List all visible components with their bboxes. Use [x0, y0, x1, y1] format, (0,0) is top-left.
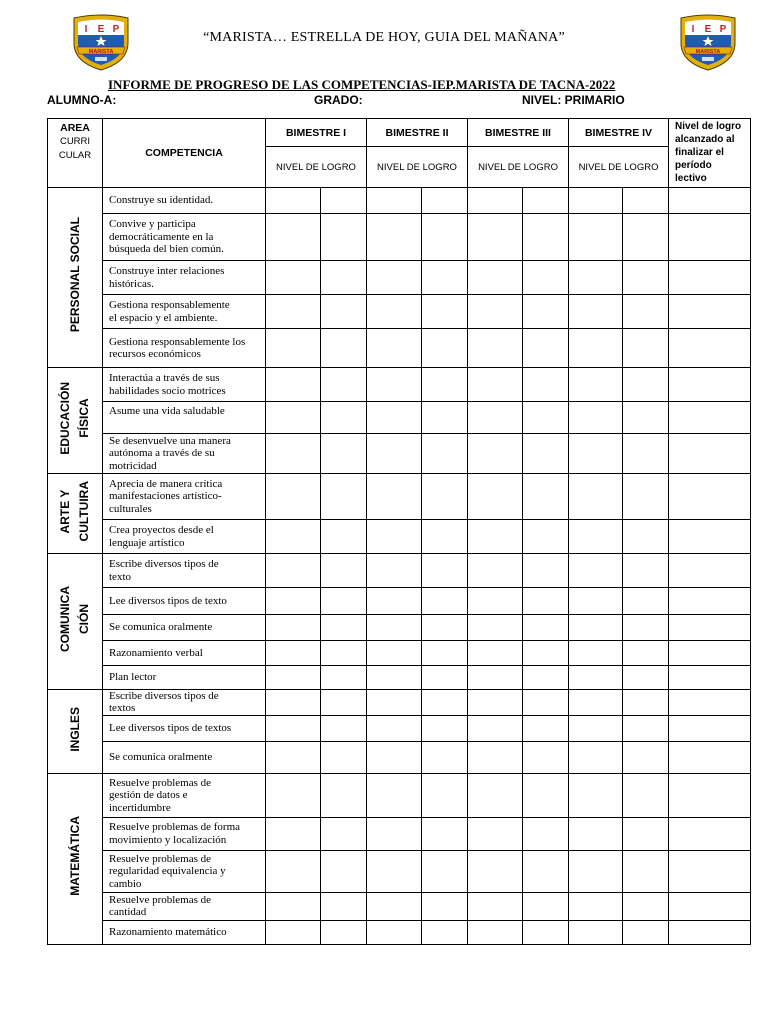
bimestre-3-grade-cell — [523, 329, 569, 368]
bimestre-1-grade-cell — [266, 214, 321, 261]
bimestre-1-grade-cell — [266, 715, 321, 741]
bimestre-1-grade-cell — [266, 615, 321, 641]
bimestre-3-grade-cell — [468, 892, 523, 920]
bimestre-3-grade-cell — [468, 690, 523, 716]
bimestre-2-grade-cell — [422, 329, 468, 368]
crest-banner-text: MARISTA — [88, 48, 114, 55]
competency-cell: Resuelve problemas de regularidad equivalencia y cambio — [103, 850, 266, 892]
crest-bottom-plate — [702, 57, 714, 61]
competency-cell: Resuelve problemas de cantidad — [103, 892, 266, 920]
bimestre-4-grade-cell — [569, 615, 623, 641]
bimestre-4-grade-cell — [569, 817, 623, 850]
bimestre-1-grade-cell — [266, 892, 321, 920]
bimestre-4-grade-cell — [623, 892, 669, 920]
bimestre-1-grade-cell — [266, 554, 321, 588]
bimestre-1-grade-cell — [321, 261, 367, 295]
bimestre-1-grade-cell — [321, 773, 367, 817]
bimestre-2-grade-cell — [367, 741, 422, 773]
bimestre-2-grade-cell — [422, 850, 468, 892]
bimestre-4-grade-cell — [569, 434, 623, 474]
competency-cell: Crea proyectos desde el lenguaje artístico — [103, 520, 266, 554]
nivel-label: NIVEL: PRIMARIO — [522, 93, 625, 107]
bimestre-4-grade-cell — [569, 188, 623, 214]
bimestre-2-grade-cell — [422, 554, 468, 588]
bimestre-3-grade-cell — [523, 817, 569, 850]
area-column-header — [48, 119, 103, 188]
bimestre-1-grade-cell — [266, 368, 321, 402]
competency-row — [48, 261, 751, 295]
bimestre-1-grade-cell — [321, 474, 367, 520]
final-level-cell — [669, 850, 751, 892]
bimestre-3-grade-cell — [468, 474, 523, 520]
bimestre-4-grade-cell — [569, 715, 623, 741]
competency-cell: Gestiona responsablemente los recursos económicos — [103, 329, 266, 368]
bimestre-4-grade-cell — [623, 474, 669, 520]
bimestre-3-grade-cell — [523, 474, 569, 520]
bimestre-3-grade-cell — [523, 295, 569, 329]
competency-cell: Construye inter relaciones históricas. — [103, 261, 266, 295]
bimestre-3-grade-cell — [523, 615, 569, 641]
bimestre-2-grade-cell — [367, 615, 422, 641]
bimestre-3-grade-cell — [523, 773, 569, 817]
area-cell — [48, 773, 103, 944]
bimestre-4-grade-cell — [623, 850, 669, 892]
final-level-cell — [669, 402, 751, 434]
bimestre-3-grade-cell — [523, 368, 569, 402]
bimestre-2-header: BIMESTRE II — [367, 119, 468, 147]
area-label: EDUCACIÓN FÍSICA — [58, 381, 91, 455]
competency-row — [48, 850, 751, 892]
bimestre-1-grade-cell — [321, 368, 367, 402]
bimestre-1-grade-cell — [321, 434, 367, 474]
crest-banner-text: MARISTA — [695, 48, 721, 55]
bimestre-4-grade-cell — [569, 666, 623, 690]
bimestre-4-grade-cell — [623, 402, 669, 434]
bimestre-4-grade-cell — [623, 214, 669, 261]
bimestre-4-grade-cell — [569, 261, 623, 295]
competency-row — [48, 588, 751, 615]
bimestre-4-grade-cell — [623, 368, 669, 402]
nivel-de-logro-header: NIVEL DE LOGRO — [569, 147, 669, 188]
bimestre-2-grade-cell — [422, 588, 468, 615]
bimestre-4-grade-cell — [569, 892, 623, 920]
competency-cell: Se desenvuelve una manera autónoma a través de su motricidad — [103, 434, 266, 474]
area-header-label: AREA — [60, 122, 90, 134]
bimestre-3-grade-cell — [523, 641, 569, 666]
report-body — [48, 188, 751, 945]
bimestre-3-grade-cell — [468, 817, 523, 850]
final-level-cell — [669, 817, 751, 850]
nivel-de-logro-header: NIVEL DE LOGRO — [468, 147, 569, 188]
competency-cell: Convive y participa democráticamente en la búsqueda del bien común. — [103, 214, 266, 261]
bimestre-2-grade-cell — [367, 474, 422, 520]
nivel-de-logro-header: NIVEL DE LOGRO — [367, 147, 468, 188]
bimestre-4-grade-cell — [623, 188, 669, 214]
bimestre-3-grade-cell — [468, 368, 523, 402]
bimestre-1-grade-cell — [321, 892, 367, 920]
bimestre-2-grade-cell — [422, 666, 468, 690]
competency-cell: Razonamiento matemático — [103, 920, 266, 944]
bimestre-1-grade-cell — [321, 554, 367, 588]
bimestre-2-grade-cell — [422, 474, 468, 520]
report-title: INFORME DE PROGRESO DE LAS COMPETENCIAS-IEP.MARISTA DE TACNA-2022 — [108, 77, 616, 92]
bimestre-2-grade-cell — [367, 641, 422, 666]
bimestre-3-grade-cell — [468, 741, 523, 773]
table-header-row — [48, 119, 751, 147]
competency-cell: Interactúa a través de sus habilidades socio motrices — [103, 368, 266, 402]
final-level-cell — [669, 295, 751, 329]
bimestre-3-grade-cell — [523, 554, 569, 588]
bimestre-3-grade-cell — [523, 741, 569, 773]
bimestre-3-grade-cell — [523, 892, 569, 920]
bimestre-4-grade-cell — [623, 261, 669, 295]
bimestre-1-grade-cell — [266, 402, 321, 434]
bimestre-3-grade-cell — [523, 715, 569, 741]
bimestre-3-grade-cell — [468, 773, 523, 817]
crest-letter: P — [112, 24, 120, 35]
crest-letter: I — [84, 24, 88, 35]
bimestre-1-grade-cell — [321, 817, 367, 850]
competency-report-table — [47, 118, 751, 945]
bimestre-1-grade-cell — [321, 850, 367, 892]
bimestre-2-grade-cell — [422, 615, 468, 641]
school-logo-right — [678, 13, 738, 71]
bimestre-1-grade-cell — [321, 615, 367, 641]
bimestre-3-grade-cell — [523, 850, 569, 892]
bimestre-2-grade-cell — [422, 368, 468, 402]
bimestre-3-grade-cell — [468, 666, 523, 690]
bimestre-4-grade-cell — [569, 554, 623, 588]
bimestre-4-grade-cell — [623, 715, 669, 741]
bimestre-4-grade-cell — [569, 474, 623, 520]
final-level-cell — [669, 188, 751, 214]
bimestre-1-grade-cell — [266, 773, 321, 817]
bimestre-3-grade-cell — [523, 402, 569, 434]
final-level-cell — [669, 741, 751, 773]
area-label: MATEMÁTICA — [67, 816, 82, 897]
competency-row — [48, 188, 751, 214]
competency-row — [48, 666, 751, 690]
bimestre-1-grade-cell — [321, 329, 367, 368]
bimestre-4-grade-cell — [569, 520, 623, 554]
bimestre-2-grade-cell — [422, 817, 468, 850]
bimestre-1-grade-cell — [266, 588, 321, 615]
competency-row — [48, 615, 751, 641]
bimestre-2-grade-cell — [422, 641, 468, 666]
bimestre-1-grade-cell — [266, 666, 321, 690]
bimestre-1-grade-cell — [266, 817, 321, 850]
bimestre-2-grade-cell — [367, 329, 422, 368]
bimestre-3-grade-cell — [468, 188, 523, 214]
bimestre-1-grade-cell — [266, 741, 321, 773]
competency-row — [48, 402, 751, 434]
competency-cell: Se comunica oralmente — [103, 615, 266, 641]
bimestre-2-grade-cell — [422, 892, 468, 920]
final-level-cell — [669, 666, 751, 690]
bimestre-4-grade-cell — [569, 850, 623, 892]
competency-row — [48, 715, 751, 741]
curricular-header-label: CURRI CULAR — [58, 136, 92, 161]
bimestre-2-grade-cell — [367, 892, 422, 920]
competency-row — [48, 690, 751, 716]
final-level-cell — [669, 641, 751, 666]
area-cell — [48, 188, 103, 368]
bimestre-1-grade-cell — [266, 641, 321, 666]
bimestre-3-grade-cell — [468, 715, 523, 741]
competency-row — [48, 741, 751, 773]
final-level-cell — [669, 773, 751, 817]
bimestre-1-grade-cell — [266, 474, 321, 520]
bimestre-4-grade-cell — [569, 295, 623, 329]
bimestre-4-grade-cell — [623, 588, 669, 615]
bimestre-2-grade-cell — [367, 690, 422, 716]
competency-cell: Gestiona responsablemente el espacio y el ambiente. — [103, 295, 266, 329]
competency-row — [48, 641, 751, 666]
bimestre-2-grade-cell — [422, 715, 468, 741]
bimestre-4-grade-cell — [569, 214, 623, 261]
crest-letter: I — [691, 24, 695, 35]
crest-bottom-plate — [95, 57, 107, 61]
area-label: PERSONAL SOCIAL — [67, 217, 82, 333]
bimestre-2-grade-cell — [367, 554, 422, 588]
bimestre-4-grade-cell — [569, 402, 623, 434]
competency-cell: Se comunica oralmente — [103, 741, 266, 773]
bimestre-3-grade-cell — [468, 214, 523, 261]
final-level-cell — [669, 214, 751, 261]
bimestre-2-grade-cell — [367, 715, 422, 741]
competency-row — [48, 817, 751, 850]
bimestre-1-grade-cell — [321, 920, 367, 944]
competency-row — [48, 329, 751, 368]
bimestre-1-grade-cell — [321, 641, 367, 666]
competency-cell: Resuelve problemas de forma movimiento y localización — [103, 817, 266, 850]
bimestre-4-grade-cell — [623, 434, 669, 474]
bimestre-4-grade-cell — [623, 817, 669, 850]
final-level-cell — [669, 554, 751, 588]
bimestre-1-grade-cell — [266, 261, 321, 295]
final-level-cell — [669, 261, 751, 295]
competency-cell: Escribe diversos tipos de textos — [103, 690, 266, 716]
bimestre-4-grade-cell — [623, 641, 669, 666]
bimestre-2-grade-cell — [422, 402, 468, 434]
bimestre-2-grade-cell — [422, 520, 468, 554]
bimestre-2-grade-cell — [367, 666, 422, 690]
bimestre-3-grade-cell — [468, 520, 523, 554]
bimestre-2-grade-cell — [367, 588, 422, 615]
bimestre-3-grade-cell — [468, 850, 523, 892]
bimestre-4-grade-cell — [623, 920, 669, 944]
final-level-cell — [669, 615, 751, 641]
competencia-column-header: COMPETENCIA — [103, 119, 266, 188]
grado-label: GRADO: — [314, 93, 363, 107]
bimestre-1-grade-cell — [266, 520, 321, 554]
bimestre-3-grade-cell — [523, 188, 569, 214]
bimestre-2-grade-cell — [367, 817, 422, 850]
bimestre-2-grade-cell — [367, 773, 422, 817]
bimestre-3-grade-cell — [468, 434, 523, 474]
bimestre-2-grade-cell — [367, 520, 422, 554]
bimestre-1-grade-cell — [266, 434, 321, 474]
competency-row — [48, 368, 751, 402]
bimestre-1-grade-cell — [321, 295, 367, 329]
bimestre-1-grade-cell — [266, 850, 321, 892]
bimestre-2-grade-cell — [367, 295, 422, 329]
bimestre-4-grade-cell — [569, 588, 623, 615]
crest-letter: E — [704, 24, 712, 35]
competency-cell: Construye su identidad. — [103, 188, 266, 214]
bimestre-4-grade-cell — [569, 368, 623, 402]
competency-cell: Resuelve problemas de gestión de datos e incertidumbre — [103, 773, 266, 817]
bimestre-1-grade-cell — [321, 188, 367, 214]
bimestre-2-grade-cell — [367, 261, 422, 295]
bimestre-2-grade-cell — [422, 434, 468, 474]
bimestre-3-grade-cell — [523, 434, 569, 474]
bimestre-4-grade-cell — [569, 773, 623, 817]
bimestre-1-grade-cell — [321, 588, 367, 615]
area-label: COMUNICA CIÓN — [58, 586, 91, 652]
bimestre-2-grade-cell — [422, 741, 468, 773]
bimestre-4-grade-cell — [569, 920, 623, 944]
bimestre-3-header: BIMESTRE III — [468, 119, 569, 147]
bimestre-1-grade-cell — [266, 329, 321, 368]
bimestre-3-grade-cell — [468, 615, 523, 641]
bimestre-1-grade-cell — [321, 666, 367, 690]
bimestre-2-grade-cell — [367, 434, 422, 474]
final-level-cell — [669, 690, 751, 716]
bimestre-4-grade-cell — [623, 554, 669, 588]
area-cell — [48, 474, 103, 554]
final-level-cell — [669, 920, 751, 944]
final-level-cell — [669, 368, 751, 402]
bimestre-1-grade-cell — [321, 690, 367, 716]
bimestre-4-header: BIMESTRE IV — [569, 119, 669, 147]
bimestre-4-grade-cell — [569, 329, 623, 368]
competency-cell: Asume una vida saludable — [103, 402, 266, 434]
bimestre-3-grade-cell — [468, 920, 523, 944]
bimestre-1-grade-cell — [321, 715, 367, 741]
bimestre-2-grade-cell — [422, 188, 468, 214]
bimestre-3-grade-cell — [468, 261, 523, 295]
area-cell — [48, 368, 103, 474]
bimestre-4-grade-cell — [623, 329, 669, 368]
bimestre-2-grade-cell — [422, 690, 468, 716]
bimestre-1-grade-cell — [321, 214, 367, 261]
bimestre-1-grade-cell — [266, 920, 321, 944]
competency-row — [48, 773, 751, 817]
final-level-cell — [669, 434, 751, 474]
bimestre-2-grade-cell — [367, 368, 422, 402]
bimestre-4-grade-cell — [623, 615, 669, 641]
bimestre-3-grade-cell — [468, 588, 523, 615]
final-level-cell — [669, 588, 751, 615]
bimestre-3-grade-cell — [523, 588, 569, 615]
bimestre-3-grade-cell — [523, 520, 569, 554]
bimestre-2-grade-cell — [367, 214, 422, 261]
final-level-cell — [669, 715, 751, 741]
competency-row — [48, 920, 751, 944]
bimestre-3-grade-cell — [468, 554, 523, 588]
bimestre-2-grade-cell — [422, 773, 468, 817]
bimestre-2-grade-cell — [367, 188, 422, 214]
final-level-cell — [669, 892, 751, 920]
school-motto: “MARISTA… ESTRELLA DE HOY, GUIA DEL MAÑANA” — [203, 30, 565, 45]
area-label: INGLES — [67, 706, 82, 752]
bimestre-3-grade-cell — [523, 690, 569, 716]
competency-row — [48, 214, 751, 261]
competency-cell: Escribe diversos tipos de texto — [103, 554, 266, 588]
bimestre-3-grade-cell — [523, 920, 569, 944]
bimestre-4-grade-cell — [569, 641, 623, 666]
school-crest-icon — [678, 13, 738, 71]
competency-row — [48, 474, 751, 520]
bimestre-4-grade-cell — [569, 741, 623, 773]
final-level-cell — [669, 520, 751, 554]
competency-cell: Lee diversos tipos de texto — [103, 588, 266, 615]
bimestre-2-grade-cell — [422, 214, 468, 261]
bimestre-1-grade-cell — [321, 520, 367, 554]
bimestre-3-grade-cell — [523, 666, 569, 690]
bimestre-3-grade-cell — [468, 329, 523, 368]
competency-cell: Aprecia de manera crítica manifestaciones artístico- culturales — [103, 474, 266, 520]
final-level-header: Nivel de logro alcanzado al finalizar el período lectivo — [669, 119, 751, 188]
bimestre-1-grade-cell — [266, 188, 321, 214]
bimestre-2-grade-cell — [367, 402, 422, 434]
bimestre-4-grade-cell — [623, 666, 669, 690]
competency-cell: Lee diversos tipos de textos — [103, 715, 266, 741]
bimestre-3-grade-cell — [523, 261, 569, 295]
bimestre-4-grade-cell — [623, 295, 669, 329]
bimestre-3-grade-cell — [468, 641, 523, 666]
bimestre-1-grade-cell — [321, 741, 367, 773]
nivel-de-logro-header: NIVEL DE LOGRO — [266, 147, 367, 188]
alumno-label: ALUMNO-A: — [47, 93, 117, 107]
area-cell — [48, 554, 103, 690]
final-level-cell — [669, 474, 751, 520]
bimestre-2-grade-cell — [367, 850, 422, 892]
bimestre-1-header: BIMESTRE I — [266, 119, 367, 147]
bimestre-1-grade-cell — [321, 402, 367, 434]
bimestre-4-grade-cell — [569, 690, 623, 716]
competency-row — [48, 554, 751, 588]
bimestre-2-grade-cell — [422, 261, 468, 295]
bimestre-2-grade-cell — [422, 920, 468, 944]
final-level-cell — [669, 329, 751, 368]
bimestre-4-grade-cell — [623, 690, 669, 716]
area-cell — [48, 690, 103, 774]
bimestre-4-grade-cell — [623, 741, 669, 773]
competency-row — [48, 520, 751, 554]
competency-cell: Plan lector — [103, 666, 266, 690]
bimestre-3-grade-cell — [523, 214, 569, 261]
bimestre-1-grade-cell — [266, 295, 321, 329]
bimestre-2-grade-cell — [422, 295, 468, 329]
competency-cell: Razonamiento verbal — [103, 641, 266, 666]
crest-letter: P — [719, 24, 727, 35]
competency-row — [48, 892, 751, 920]
bimestre-1-grade-cell — [266, 690, 321, 716]
competency-row — [48, 295, 751, 329]
competency-row — [48, 434, 751, 474]
bimestre-3-grade-cell — [468, 402, 523, 434]
crest-letter: E — [97, 24, 105, 35]
area-label: ARTE Y CULTUIRA — [58, 480, 91, 542]
bimestre-4-grade-cell — [623, 773, 669, 817]
bimestre-3-grade-cell — [468, 295, 523, 329]
bimestre-4-grade-cell — [623, 520, 669, 554]
bimestre-2-grade-cell — [367, 920, 422, 944]
